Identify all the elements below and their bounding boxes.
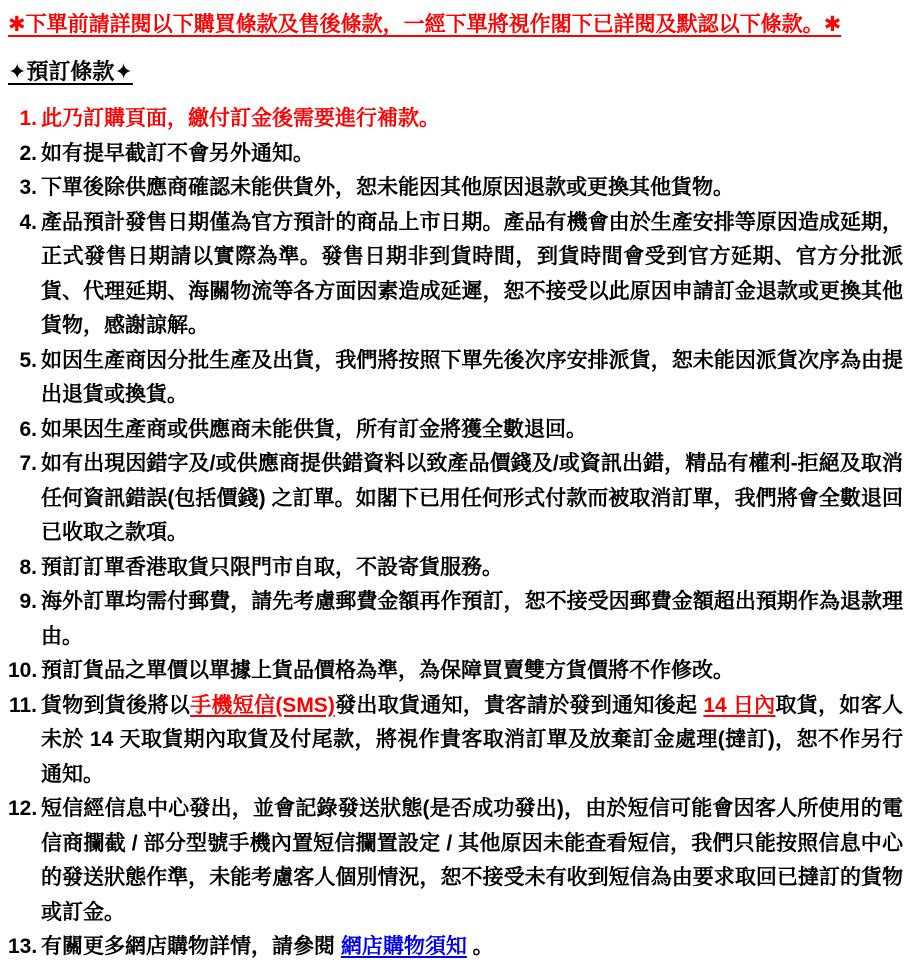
- term-text-segment: 。: [466, 935, 494, 958]
- purchase-notice-header: ✱下單前請詳閱以下購買條款及售後條款，一經下單將視作閣下已詳閱及默認以下條款。✱: [8, 13, 842, 36]
- term-text-segment: 如因生產商因分批生產及出貨，我們將按照下單先後次序安排派貨，恕未能因派貨次序為由提出退貨或換貨。: [41, 348, 903, 406]
- term-number: 10.: [8, 659, 38, 682]
- term-text-segment: 發出取貨通知，貴客請於發到通知後起: [334, 693, 704, 717]
- preorder-terms-title: ✦預訂條款✦: [8, 59, 133, 84]
- term-item: [8, 689, 905, 793]
- term-item: [8, 792, 905, 930]
- term-text-segment: 預訂貨品之單價以單據上貨品價格為準，為保障買賣雙方貨價將不作修改。: [41, 659, 734, 682]
- term-number: 11.: [8, 693, 37, 717]
- term-text-segment: 此乃訂購頁面，繳付訂金後需要進行補款。: [41, 107, 440, 130]
- terms-list: [8, 102, 905, 965]
- term-item: [8, 654, 905, 689]
- term-text-segment: 海外訂單均需付郵費，請先考慮郵費金額再作預訂，恕不接受因郵費金額超出預期作為退款理由。: [41, 590, 903, 648]
- term-item: [8, 585, 905, 654]
- red-highlight: 手機短信(SMS): [190, 693, 335, 717]
- term-text-segment: 如有提早截訂不會另外通知。: [41, 141, 314, 165]
- term-item: [8, 344, 905, 413]
- term-text-segment: 下單後除供應商確認未能供貨外，恕未能因其他原因退款或更換其他貨物。: [41, 176, 734, 199]
- term-item: [8, 206, 905, 344]
- term-number: 8.: [19, 555, 37, 579]
- term-item: [8, 171, 905, 206]
- term-text-segment: 預訂訂單香港取貨只限門市自取，不設寄貨服務。: [41, 555, 503, 579]
- term-text-segment: 如果因生產商或供應商未能供貨，所有訂金將獲全數退回。: [41, 417, 587, 441]
- term-text-segment: 取貨，如客人未於 14 天取貨期內取貨及付尾款，將視作貴客取消訂單及放棄訂金處理(撻訂)，恕不作另行通知。: [41, 693, 903, 786]
- term-item: [8, 447, 905, 551]
- section-title-row: [8, 57, 905, 87]
- term-item: [8, 102, 905, 137]
- term-number: 13.: [8, 935, 38, 958]
- term-item: [8, 413, 905, 448]
- term-number: 2.: [19, 141, 37, 165]
- term-text-segment: 短信經信息中心發出，並會記錄發送狀態(是否成功發出)，由於短信可能會因客人所使用的電信商攔截 / 部分型號手機內置短信攔置設定 / 其他原因未能查看短信，我們只能按照信息中心的發送狀態作準，未能考慮客人個別情況，恕不接受未有收到短信為由要求取回已撻訂的貨物或訂金。: [41, 797, 903, 924]
- term-number: 7.: [19, 452, 37, 475]
- term-number: 3.: [19, 176, 37, 199]
- term-item: [8, 551, 905, 586]
- term-text-segment: 有關更多網店購物詳情，請參閱: [41, 935, 341, 958]
- shop-guide-link[interactable]: 網店購物須知: [340, 935, 467, 958]
- term-number: 9.: [19, 590, 37, 613]
- term-text-segment: 產品預計發售日期僅為官方預計的商品上市日期。產品有機會由於生產安排等原因造成延期，正式發售日期請以實際為準。發售日期非到貨時間，到貨時間會受到官方延期、官方分批派貨、代理延期、海關物流等各方面因素造成延遲，恕不接受以此原因申請訂金退款或更換其他貨物，感謝諒解。: [41, 210, 903, 337]
- term-item: [8, 930, 905, 965]
- term-number: 4.: [19, 210, 37, 234]
- term-number: 1.: [19, 107, 37, 130]
- term-item: [8, 137, 905, 172]
- term-text-segment: 如有出現因錯字及/或供應商提供錯資料以致產品價錢及/或資訊出錯，精品有權利-拒絕及取消任何資訊錯誤(包括價錢) 之訂單。如閣下已用任何形式付款而被取消訂單，我們將會全數退回已收取之款項。: [41, 452, 903, 544]
- term-number: 5.: [19, 348, 37, 372]
- term-number: 6.: [19, 417, 37, 441]
- term-number: 12.: [8, 797, 38, 820]
- red-highlight: 14 日內: [703, 693, 776, 717]
- term-text-segment: 貨物到貨後將以: [41, 693, 191, 717]
